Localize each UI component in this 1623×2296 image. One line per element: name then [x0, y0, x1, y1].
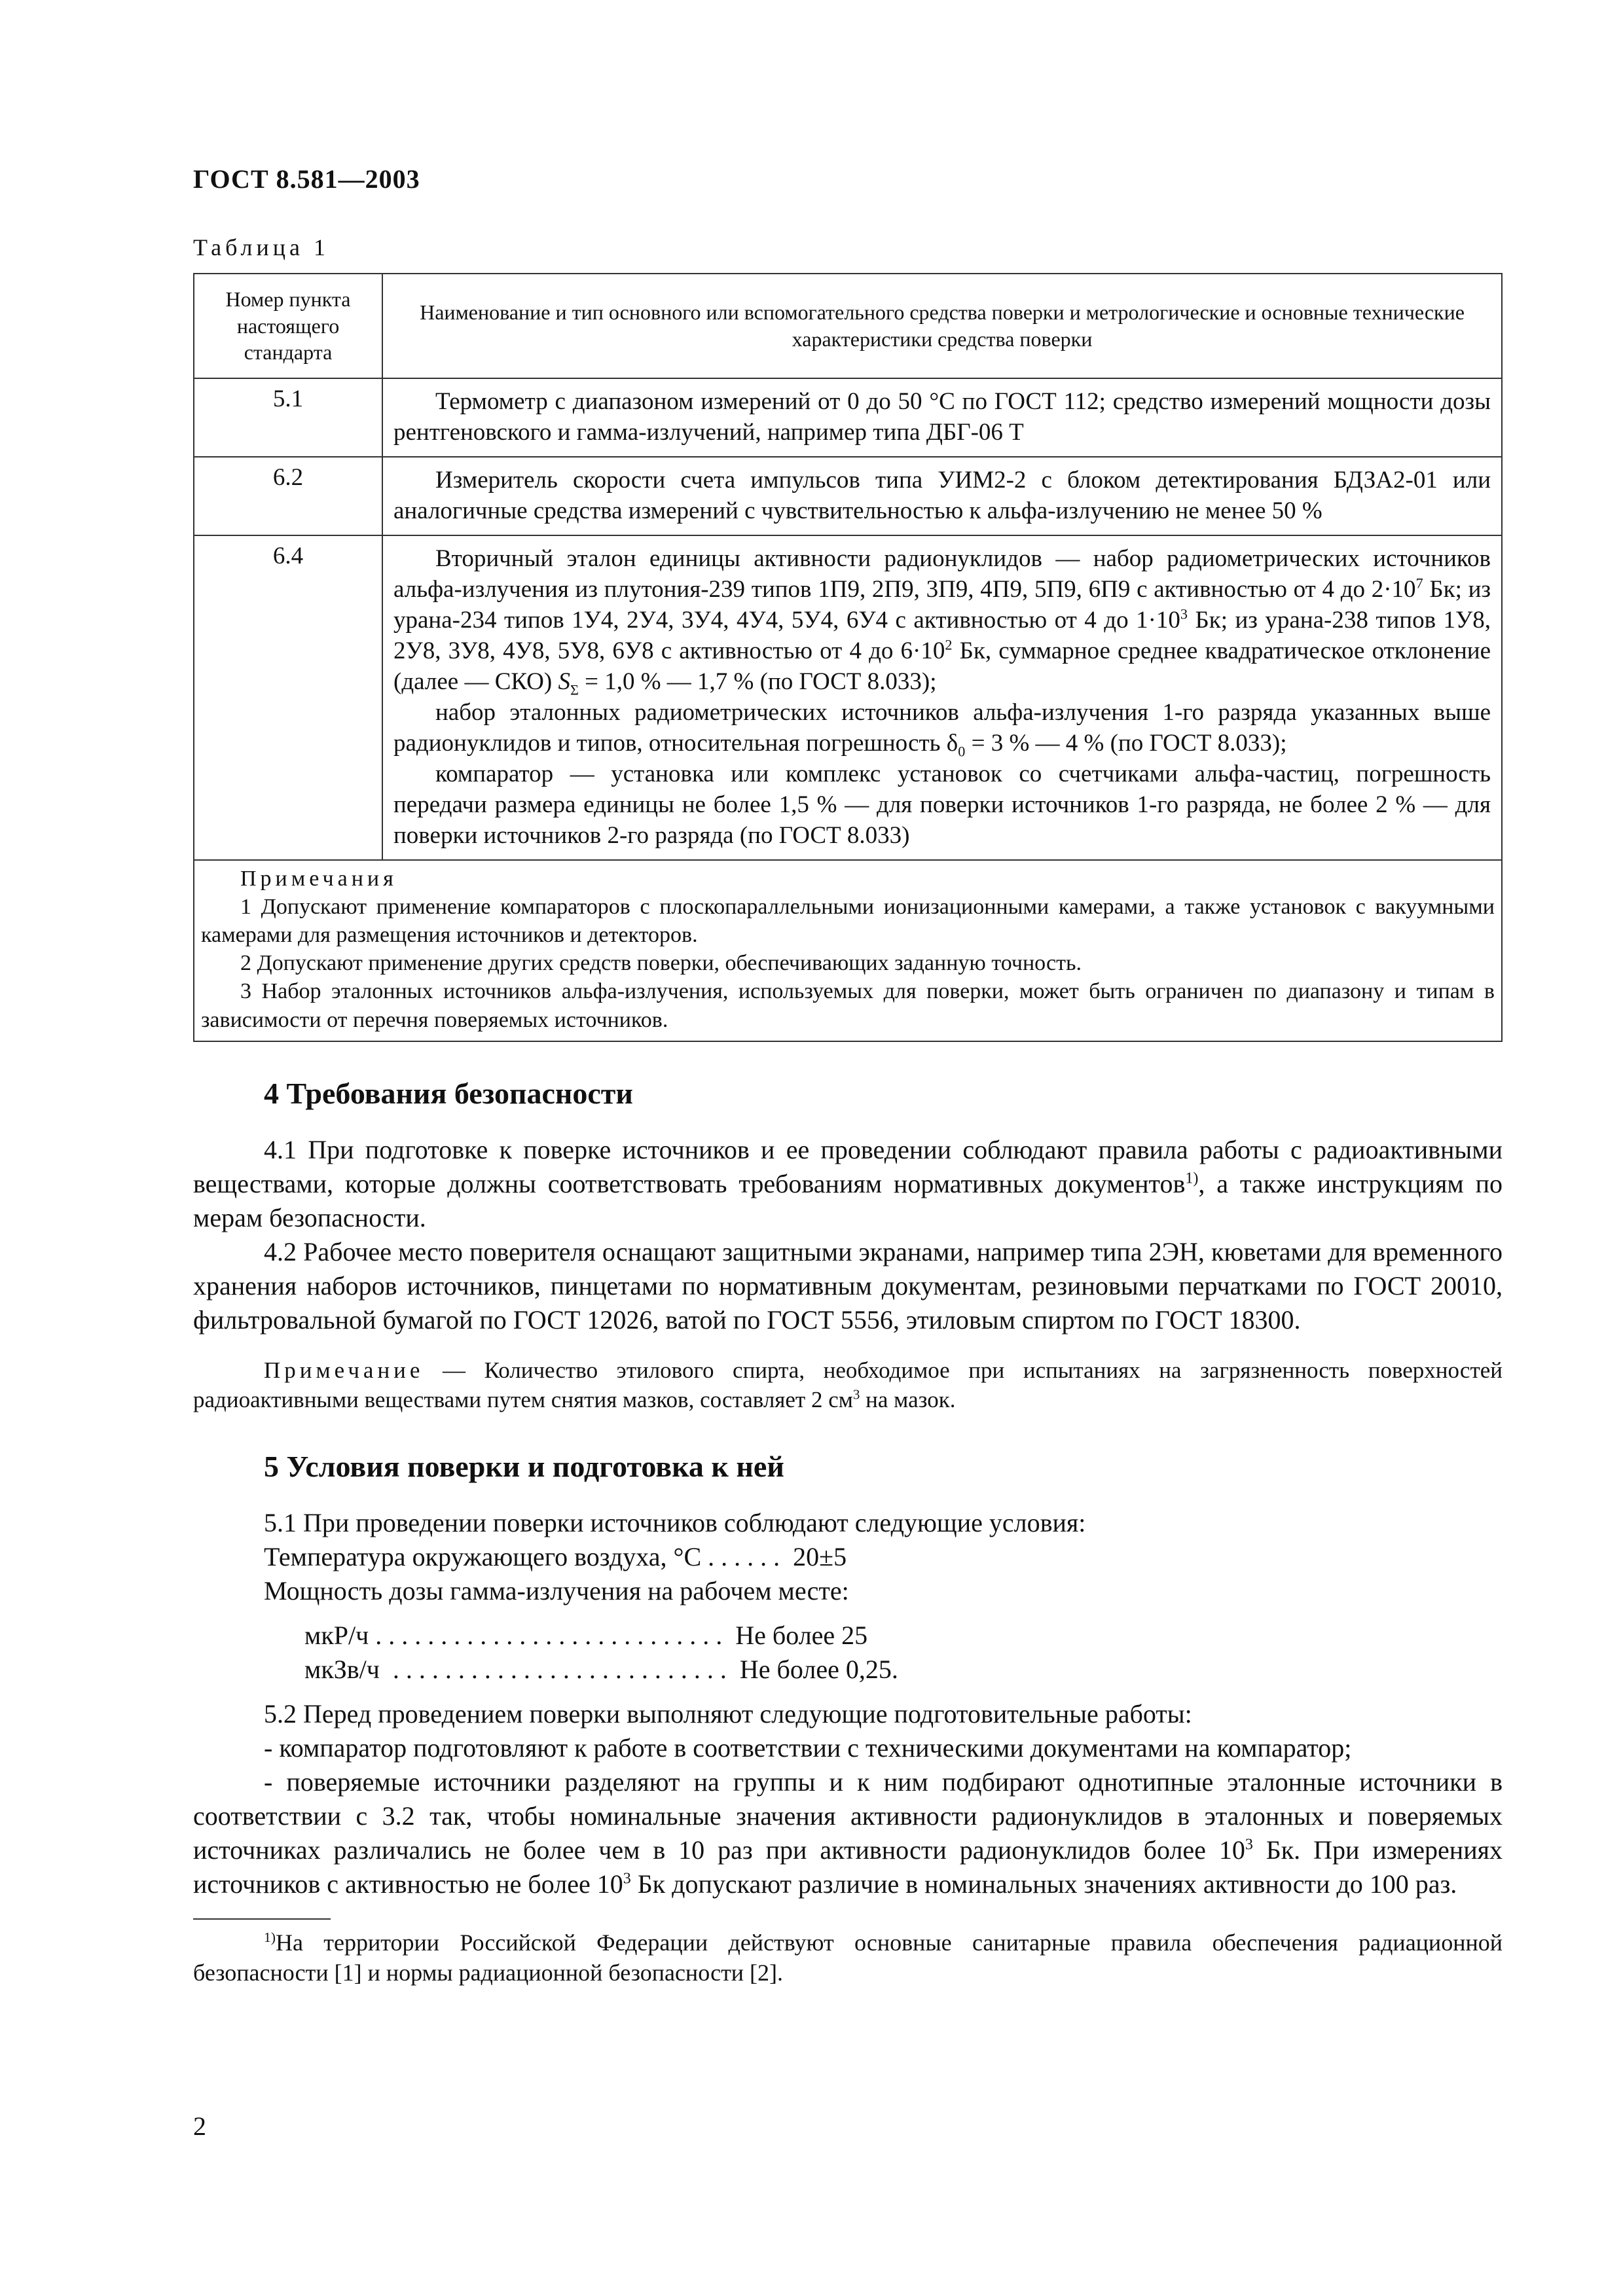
row-number: 6.4: [194, 535, 382, 860]
table-row: [194, 535, 1502, 860]
page: [193, 164, 1503, 1988]
verification-means-table: [193, 273, 1503, 1042]
dose-rate-mkr: мкР/ч . . . . . . . . . . . . . . . . . . . . . . . . . . . Не более 25: [304, 1620, 868, 1650]
table-header-row: [194, 274, 1502, 378]
row-number: 5.1: [194, 378, 382, 457]
paragraph-4-1: 4.1 При подготовке к поверке источников и ее проведении соблюдают правила работы с радиоактивными веществами, которые должны соответствовать требованиям нормативных документов$^{1)}$, а также инструкциям по мерам безопасности.: [193, 1134, 1503, 1232]
row-description: [382, 535, 1502, 860]
note-item: 2 Допускают применение других средств поверки, обеспечивающих заданную точность.: [240, 951, 1082, 976]
preparation-item-1: - компаратор подготовляют к работе в соответствии с техническими документами на компаратор;: [264, 1732, 1352, 1763]
section-4-heading: 4 Требования безопасности: [264, 1076, 633, 1110]
table-caption: Таблица 1: [193, 234, 329, 260]
row-text: Измеритель скорости счета импульсов типа УИМ2-2 с блоком детектирования БДЗА2-01 или аналогичные средства измерений с чувствительностью к альфа-излучению не менее 50 %: [393, 466, 1491, 524]
row-text-secondary-standard: Вторичный эталон единицы активности радионуклидов — набор радиометрических источников альфа-излучения из плутония-239 типов 1П9, 2П9, 3П9, 4П9, 5П9, 6П9 с активностью от 4 до $2\cdot 10^7$ Бк; из урана-234 типов 1У4, 2У4, 3У4, 4У4, 5У4, 6У4 с активностью от 4 до $1\cdot 10^3$ Бк; из урана-238 типов 1У8, 2У8, 3У8, 4У8, 5У8, 6У8 с активностью от 4 до $6\cdot 10^2$ Бк, суммарное среднее квадратическое отклонение (далее — СКО) $S_\Sigma = 1,0$ % — 1,7 % (по ГОСТ 8.033);: [393, 545, 1491, 698]
section-5-heading: 5 Условия поверки и подготовка к ней: [264, 1449, 784, 1483]
header-description: Наименование и тип основного или вспомогательного средства поверки и метрологические и основные технические характеристики средства поверки: [382, 274, 1502, 378]
table-row: [194, 378, 1502, 457]
paragraph-4-2: 4.2 Рабочее место поверителя оснащают защитными экранами, например типа 2ЭН, кюветами для временного хранения наборов источников, пинцетами по нормативным документам, резиновыми перчатками по ГОСТ 20010, фильтровальной бумагой по ГОСТ 12026, ватой по ГОСТ 5556, этиловым спиртом по ГОСТ 18300.: [193, 1236, 1503, 1335]
row-number: 6.2: [194, 457, 382, 535]
preparation-item-2: - поверяемые источники разделяют на группы и к ним подбирают однотипные эталонные источники в соответствии с 3.2 так, чтобы номинальные значения активности радионуклидов в эталонных и поверяемых источниках различались не более чем в 10 раз при активности радионуклидов более $10^3$ Бк. При измерениях источников с активностью не более $10^3$ Бк допускают различие в номинальных значениях активности до 100 раз.: [193, 1767, 1503, 1899]
temperature-condition: Температура окружающего воздуха, °С . . . . . . 20±5: [264, 1541, 847, 1571]
dose-rate-mksv: мкЗв/ч . . . . . . . . . . . . . . . . . . . . . . . . . . Не более 0,25.: [304, 1654, 898, 1684]
table-notes-row: [194, 860, 1502, 1041]
paragraph-5-1: 5.1 При проведении поверки источников соблюдают следующие условия:: [264, 1507, 1086, 1537]
page-number: 2: [193, 2111, 206, 2141]
section-4-body: [193, 1133, 1503, 1337]
header-item-number: Номер пункта настоящего стандарта: [194, 274, 382, 378]
row-text-comparator: компаратор — установка или комплекс установок со счетчиками альфа-частиц, погрешность передачи размера единицы не более 1,5 % — для поверки источников 1-го разряда, не более 2 % — для поверки источников 2-го разряда (по ГОСТ 8.033): [393, 760, 1491, 849]
note-item: 3 Набор эталонных источников альфа-излучения, используемых для поверки, может быть ограничен по диапазону и типам в зависимости от перечня поверяемых источников.: [201, 979, 1495, 1032]
row-text: Термометр с диапазоном измерений от 0 до 50 °С по ГОСТ 112; средство измерений мощности дозы рентгеновского и гамма-излучений, например типа ДБГ-06 Т: [393, 387, 1491, 446]
section-4-note: Примечание — Количество этилового спирта, необходимое при испытаниях на загрязненность поверхностей радиоактивными веществами путем снятия мазков, составляет 2 $см^3$ на мазок.: [193, 1357, 1503, 1413]
section-5-body: [193, 1506, 1503, 1901]
paragraph-5-2: 5.2 Перед проведением поверки выполняют следующие подготовительные работы:: [264, 1698, 1192, 1729]
table-row: [194, 457, 1502, 535]
row-text-reference-sources: набор эталонных радиометрических источников альфа-излучения 1-го разряда указанных выше радионуклидов и типов, относительная погрешность $\delta_0 = 3$ % — 4 % (по ГОСТ 8.033);: [393, 698, 1491, 760]
notes-title: Примечания: [240, 866, 397, 891]
dose-rate-title: Мощность дозы гамма-излучения на рабочем месте:: [264, 1575, 849, 1605]
document-code: ГОСТ 8.581—2003: [193, 164, 420, 194]
note-item: 1 Допускают применение компараторов с плоскопараллельными ионизационными камерами, а также установок с вакуумными камерами для размещения источников и детекторов.: [201, 894, 1495, 947]
table-notes: [194, 860, 1502, 1041]
row-description: [382, 457, 1502, 535]
footnote: $^{1)}$На территории Российской Федерации действуют основные санитарные правила обеспечения радиационной безопасности [1] и нормы радиационной безопасности [2].: [193, 1929, 1503, 1986]
row-description: [382, 378, 1502, 457]
